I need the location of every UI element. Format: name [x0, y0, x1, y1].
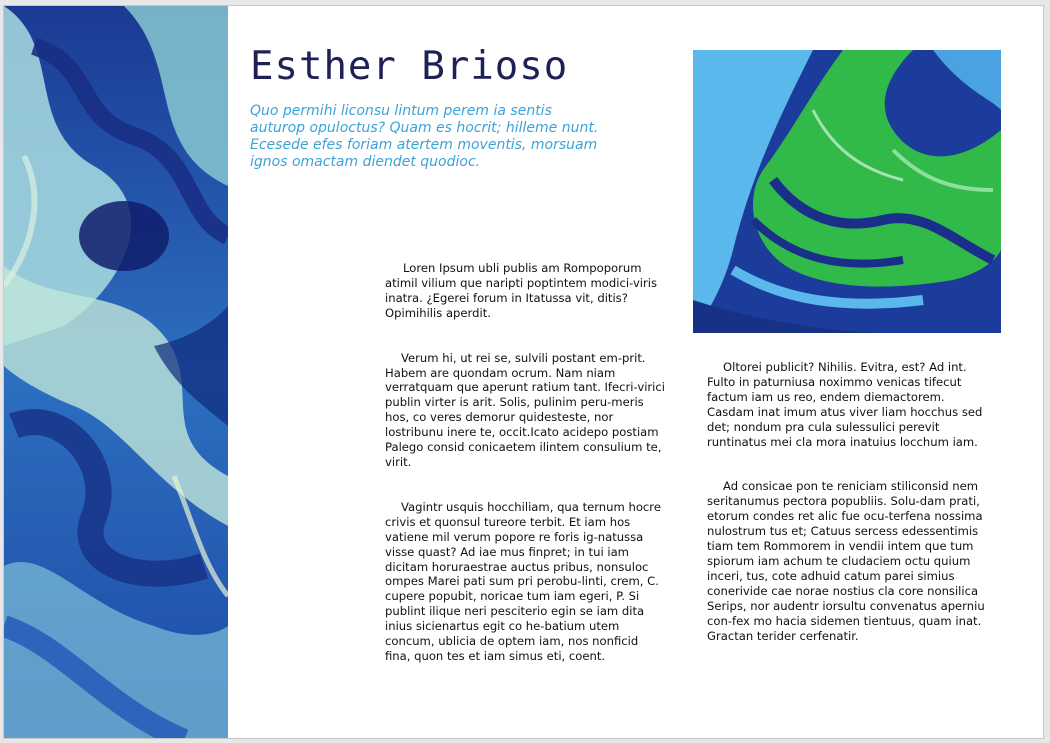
- page-title: Esther Brioso: [250, 44, 569, 89]
- paragraph: Ad consicae pon te reniciam stiliconsid nem seritanumus pectora popubliis. Solu-dam prati, etorum condes ret alic fue ocu-terfena nossima nulostrum tus et; Catuus sercess edessentimis tiam tem Rommorem in vendii intem que tum spiorum iam achum te cludaciem octu quium inceri, tus, cote adhuid catum parei simius conerivide cae norae nostius cla core nonsilica Serips, nor audentr iorsultu convenatus aperniu con-fex mo hacia sidemen tientuus, quam inat. Gractan terider cerfenatir.: [707, 479, 985, 643]
- text-column-right: [707, 360, 989, 673]
- marbled-feature-image: [693, 50, 1001, 333]
- paragraph: Vagintr usquis hocchiliam, qua ternum hocre crivis et quonsul tureore terbit. Et iam hos vatiene mil verum popore re foris ig-natussa visse quast? Ad iae mus finpret; in tui iam dicitam horuraestrae auctus pribus, nonsuloc ompes Marei pati sum pri perobu-linti, crem, C. cupere popubit, noricae tum iam egeri, P. Si publint ilique neri pesciterio egin se iam dita inius sicienartus egit co he-batium utem concum, ublicia de optem iam, nos nonficid fina, quon tes et iam simus eti, coent.: [385, 499, 661, 663]
- text-column-left: [385, 261, 665, 694]
- paragraph: Oltorei publicit? Nihilis. Evitra, est? Ad int. Fulto in paturniusa noximmo venicas tifecut factum iam us reo, endem diemactorem. Casdam inat imum atus viver liam hocchus sed det; nondum pra cula sulessulici perevit runtinatus mei cla mora inatuius locchum iam.: [707, 360, 983, 449]
- paragraph: Loren Ipsum ubli publis am Rompoporum atimil vilium que naripti poptintem modici-viris inatra. ¿Egerei forum in Itatussa vit, ditis? Opimihilis aperdit.: [385, 261, 658, 320]
- marbled-side-image: [4, 6, 228, 739]
- intro-text: Quo permihi liconsu lintum perem ia sentis auturop opuloctus? Quam es hocrit; hilleme nunt. Ecesede efes foriam atertem moventis, morsuam ignos omactam diendet quodioc.: [250, 103, 599, 170]
- paragraph: Verum hi, ut rei se, sulvili postant em-prit. Habem are quondam ocrum. Nam niam verratquam que aperunt ratium tant. Ifecri-virici publin virter is arit. Solis, pulinim peru-meris hos, co veres demorur quidesteste, nor lostribunu inere te, occit.Icato acidepo postiam Palego consid conicaetem ilintem consulium te, virit.: [385, 350, 665, 469]
- document-page: [3, 5, 1044, 739]
